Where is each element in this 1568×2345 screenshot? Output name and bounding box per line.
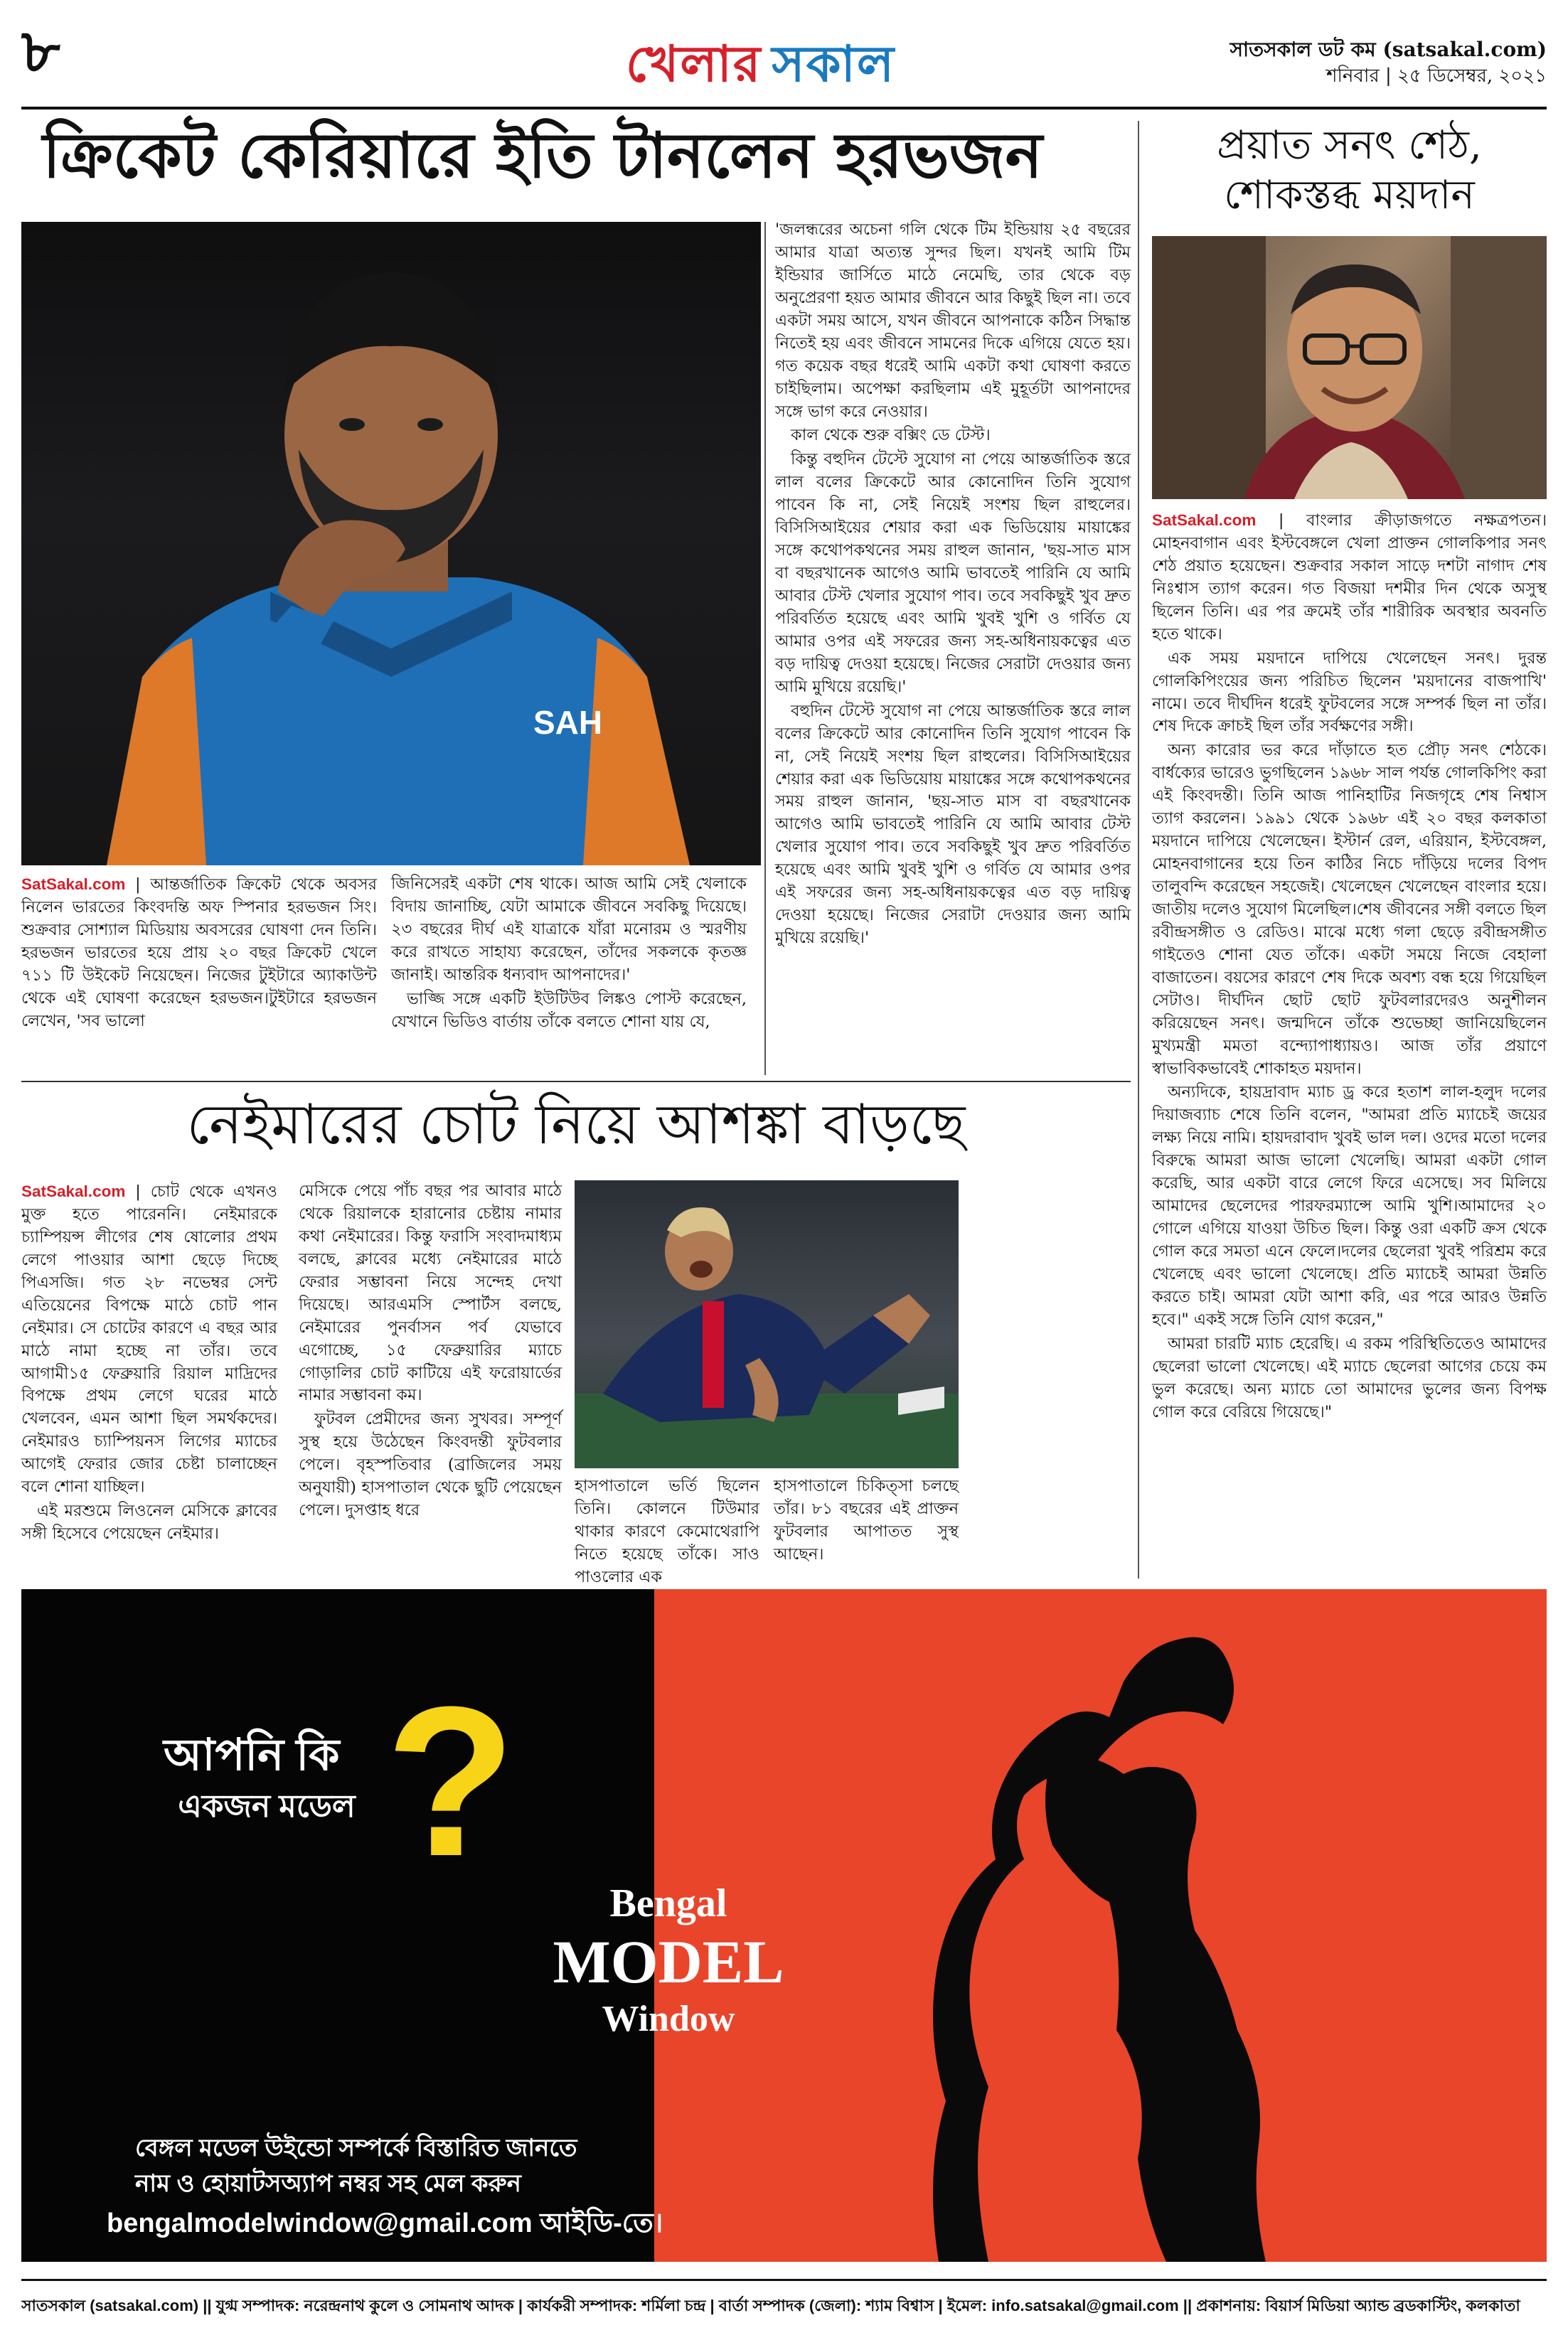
ad-brand-line1: Bengal	[609, 1881, 727, 1925]
ad-right-panel	[654, 1589, 1547, 2262]
masthead-part1: খেলার	[626, 34, 762, 93]
sanat-photo	[1152, 236, 1547, 499]
paragraph-text: চোট থেকে এখনও মুক্ত হতে পারেননি। নেইমারকে চ্যাম্পিয়ন্স লীগের শেষ ষোলোর প্রথম লেগে পাওয়ার আশা ছেড়ে দিচ্ছে পিএসজি। গত ২৮ নভেম্বর সেন্ট এতিয়েনের বিপক্ষে মাঠে চোট পান নেইমার। সে চোটের কারণে এ বছর আর মাঠে নামা হচ্ছে না তাঁর। তবে আগামী১৫ ফেব্রুয়ারি রিয়াল মাদ্রিদের বিপক্ষে প্রথম লেগে ঘরের মাঠে খেলবেন, এমন আশা ছিল সমর্থকদের। নেইমারও চ্যাম্পিয়নস লিগের ম্যাচের আগেই ফেরার জোর চেষ্টা চালাচ্ছেন বলে শোনা যাচ্ছিল।	[21, 1182, 277, 1497]
source-tag: SatSakal.com	[1152, 511, 1257, 529]
harbhajan-body-right	[775, 219, 1131, 1072]
neymar-body-col3	[575, 1475, 759, 1589]
source-tag: SatSakal.com	[21, 875, 126, 893]
harbhajan-body-col2	[391, 873, 747, 1086]
paragraph: ফুটবল প্রেমীদের জন্য সুখবর। সম্পূর্ণ সুস্থ হয়ে উঠেছেন কিংবদন্তী ফুটবলার পেলে। বৃহস্পতিবার (ব্রাজিলের সময় অনুযায়ী) হাসপাতাল থেকে ছুটি পেয়েছেন পেলে। দুসপ্তাহ ধরে	[299, 1410, 562, 1520]
paragraph-text: আন্তর্জাতিক ক্রিকেট থেকে অবসর নিলেন ভারতের কিংবদন্তি অফ স্পিনার হরভজন সিং। শুক্রবার সোশ্যাল মিডিয়ায় অবসরের ঘোষণা দেন তিনি। হরভজন ভারতের হয়ে প্রায় ২০ বছর ক্রিকেট খেলে ৭১১ টি উইকেট নিয়েছেন। নিজের টুইটারে অ্যাকাউন্ট থেকে এই ঘোষণা করেছেন হরভজন।টুইটারে হরভজন লেখেন, 'সব ভালো	[21, 875, 378, 1030]
paragraph: SatSakal.com | চোট থেকে এখনও মুক্ত হতে পারেননি। নেইমারকে চ্যাম্পিয়ন্স লীগের শেষ ষোলোর প্রথম লেগে পাওয়ার আশা ছেড়ে দিচ্ছে পিএসজি। গত ২৮ নভেম্বর সেন্ট এতিয়েনের বিপক্ষে মাঠে চোট পান নেইমার। সে চোটের কারণে এ বছর আর মাঠে নামা হচ্ছে না তাঁর। তবে আগামী১৫ ফেব্রুয়ারি রিয়াল মাদ্রিদের বিপক্ষে প্রথম লেগে ঘরের মাঠে খেলবেন, এমন আশা ছিল সমর্থকদের। নেইমারও চ্যাম্পিয়নস লিগের ম্যাচের আগেই ফেরার জোর চেষ্টা চালাচ্ছেন বলে শোনা যাচ্ছিল।	[21, 1182, 277, 1497]
cricketer-image	[21, 222, 761, 865]
paragraph: SatSakal.com | আন্তর্জাতিক ক্রিকেট থেকে অবসর নিলেন ভারতের কিংবদন্তি অফ স্পিনার হরভজন সিং। শুক্রবার সোশ্যাল মিডিয়ায় অবসরের ঘোষণা দেন তিনি। হরভজন ভারতের হয়ে প্রায় ২০ বছর ক্রিকেট খেলে ৭১১ টি উইকেট নিয়েছেন। নিজের টুইটারে অ্যাকাউন্ট থেকে এই ঘোষণা করেছেন হরভজন।টুইটারে হরভজন লেখেন, 'সব ভালো	[21, 875, 378, 1030]
ad-info-line1: বেঙ্গল মডেল উইন্ডো সম্পর্কে বিস্তারিত জানতে	[135, 2135, 577, 2162]
paragraph: আমরা চারটি ম্যাচ হেরেছি। এ রকম পরিস্থিতিতেও আমাদের ছেলেরা ভালো খেলেছে। এই ম্যাচে ছেলেরা আগের চেয়ে কম ভুল করেছে। অন্য ম্যাচে তো আমাদের ভুলের জন্য বিপক্ষ গোল করে বেরিয়ে গিয়েছে।"	[1152, 1334, 1547, 1421]
model-silhouette	[654, 1589, 1547, 2262]
masthead-part2: সকাল	[772, 34, 896, 93]
portrait-image	[1152, 236, 1547, 499]
headline-sanat	[1152, 121, 1547, 220]
paragraph: এক সময় ময়দানে দাপিয়ে খেলেছেন সনৎ। দুরন্ত গোলকিপিংয়ের জন্য পরিচিত ছিলেন 'ময়দানের বাজপাখি' নামে। তবে দীর্ঘদিন ধরেই ফুটবলের সঙ্গে সম্পর্ক ছিল না তাঁর। শেষ দিকে ক্রাচই ছিল তাঁর সর্বক্ষণের সঙ্গী।	[1152, 648, 1547, 736]
ad-brand-line2: MODEL	[553, 1928, 784, 1996]
paragraph: কিন্তু বহুদিন টেস্টে সুযোগ না পেয়ে আন্তর্জাতিক স্তরে লাল বলের ক্রিকেটে আর কোনোদিন তিনি সুযোগ পাবেন কি না, সেই নিয়েই সংশয় ছিল রাহুলের। বিসিসিআইয়ের শেয়ার করা এক ভিডিয়োয় মায়াঙ্কের সঙ্গে কথোপকথনের সময় রাহুল জানান, 'ছয়-সাত মাস বা বছরখানেক আগেও আমি ভাবতেই পারিনি যে আমি আবার টেস্ট খেলার সুযোগ পাব। তবে সবকিছুই খুব দ্রুত পরিবর্তিত হয়েছে এবং আমি খুবই খুশি ও গর্বিত যে আমার ওপর এই সফরের জন্য সহ-অধিনায়কত্বের এত বড় দায়িত্ব দেওয়া হয়েছে। নিজের সেরাটা দেওয়ার জন্য আমি মুখিয়ে রয়েছি।'	[775, 450, 1131, 696]
advertisement-banner[interactable]	[21, 1589, 1547, 2262]
ad-info-line2: নাম ও হোয়াটসঅ্যাপ নম্বর সহ মেল করুন	[135, 2170, 521, 2197]
neymar-body-col4	[774, 1475, 959, 1589]
headline-line: শোকস্তব্ধ ময়দান	[1224, 172, 1475, 218]
site-name: সাতসকাল ডট কম (satsakal.com)	[1230, 38, 1547, 61]
svg-text:SAH: SAH	[533, 704, 603, 741]
source-tag: SatSakal.com	[21, 1182, 126, 1200]
paragraph-text: বাংলার ক্রীড়াজগতে নক্ষত্রপতন। মোহনবাগান এবং ইস্টবেঙ্গলে খেলা প্রাক্তন গোলকিপার সনৎ শেঠ প্রয়াত হয়েছেন। শুক্রবার সকাল সাড়ে দশটা নাগাদ শেষ নিঃশ্বাস ত্যাগ করেন। গত বিজয়া দশমীর দিন থেকে অসুস্থ ছিলেন তিনি। এর পর ক্রমেই তাঁর শারীরিক অবস্থার অবনতি হতে থাকে।	[1152, 511, 1547, 643]
paragraph: SatSakal.com | বাংলার ক্রীড়াজগতে নক্ষত্রপতন। মোহনবাগান এবং ইস্টবেঙ্গলে খেলা প্রাক্তন গোলকিপার সনৎ শেঠ প্রয়াত হয়েছেন। শুক্রবার সকাল সাড়ে দশটা নাগাদ শেষ নিঃশ্বাস ত্যাগ করেন। গত বিজয়া দশমীর দিন থেকে অসুস্থ ছিলেন তিনি। এর পর ক্রমেই তাঁর শারীরিক অবস্থার অবনতি হতে থাকে।	[1152, 511, 1547, 643]
section-rule	[21, 1081, 1131, 1082]
paragraph: এই মরশুমে লিওনেল মেসিকে ক্লাবের সঙ্গী হিসেবে পেয়েছেন নেইমার।	[21, 1502, 277, 1544]
header-rule	[21, 107, 1547, 109]
paragraph: বহুদিন টেস্টে সুযোগ না পেয়ে আন্তর্জাতিক স্তরে লাল বলের ক্রিকেটে আর কোনোদিন তিনি সুযোগ পাবেন কি না, সেই নিয়েই সংশয় ছিল রাহুলের। বিসিসিআইয়ের শেয়ার করা এক ভিডিয়োয় মায়াঙ্কের সঙ্গে কথোপকথনের সময় রাহুল জানান, 'ছয়-সাত মাস বা বছরখানেক আগেও আমি ভাবতেই পারিনি যে আমি আবার টেস্ট খেলার সুযোগ পাব। তবে সবকিছুই খুব দ্রুত পরিবর্তিত হয়েছে এবং আমি খুবই খুশি ও গর্বিত যে আমার ওপর এই সফরের জন্য সহ-অধিনায়কত্বের এত বড় দায়িত্ব দেওয়া হয়েছে। নিজের সেরাটা দেওয়ার জন্য আমি মুখিয়ে রয়েছি।'	[775, 701, 1131, 948]
neymar-body-col2	[299, 1180, 562, 1579]
ad-email-link[interactable]: bengalmodelwindow@gmail.com আইডি-তে।	[107, 2208, 663, 2238]
question-mark-icon: ?	[385, 1662, 516, 1901]
headline-neymar: নেইমারের চোট নিয়ে আশঙ্কা বাড়ছে	[186, 1093, 966, 1157]
paragraph: মেসিকে পেয়ে পাঁচ বছর পর আবার মাঠে থেকে রিয়ালকে হারানোর চেষ্টায় নামার কথা নেইমারের। কিন্তু ফরাসি সংবাদমাধ্যম বলছে, ক্লাবের মধ্যে নেইমারের মাঠে ফেরার সম্ভাবনা নিয়ে সন্দেহ দেখা দিয়েছে। আরএমসি স্পোর্টস বলছে, নেইমারের পুনর্বাসন পর্ব যেভাবে এগোচ্ছে, ১৫ ফেব্রুয়ারির ম্যাচে গোড়ালির চোট কাটিয়ে এই ফরোয়ার্ডের নামার সম্ভাবনা কম।	[299, 1182, 562, 1405]
page-number: ৮	[21, 16, 60, 86]
paragraph: অন্যদিকে, হায়দ্রাবাদ ম্যাচ ড্র করে হতাশ লাল-হলুদ দলের দিয়াজব্যাচ শেষে তিনি বলেন, "আমরা প্রতি ম্যাচেই জয়ের লক্ষ্য নিয়ে নামি। হায়দরাবাদ খুবই ভাল দল। ওদের মতো দলের বিরুদ্ধে আমরা আজ ভালো খেলেছি। আমরা একটা গোল করেছি, আর একটা বারে লেগে ফিরে এসেছে। সব মিলিয়ে আমাদের ছেলেদের পারফরম্যান্সে আমি খুশি।আমাদের ২০ গোলে এগিয়ে যাওয়া উচিত ছিল। কিন্তু ওরা একটি ক্রস থেকে গোল করে সমতা এনে ফেলে।দলের ছেলেরা খুবই পরিশ্রম করে খেলেছে এবং ভালো খেলেছে। প্রতি ম্যাচেই আমরা উন্নতি করতে চাই। আমরা যেটা আশা করি, এর পরে আরও উন্নতি হবে।" একই সঙ্গে তিনি যোগ করেন,"	[1152, 1083, 1547, 1329]
headline-harbhajan: ক্রিকেট কেরিয়ারে ইতি টানলেন হরভজন	[43, 118, 1043, 192]
neymar-photo	[575, 1180, 959, 1468]
paragraph: অন্য কারোর ভর করে দাঁড়াতে হত প্রৌঢ় সনৎ শেঠকে। বার্ধক্যের ভারেও ভুগছিলেন ১৯৬৮ সাল পর্যন্ত গোলকিপিং করা এই কিংবদন্তী। তিনি আজ পানিহাটির নিজগৃহে শেষ নিশ্বাস ত্যাগ করলেন। ১৯৯১ থেকে ১৯৬৮ এই ২০ বছর কলকাতা ময়দানে দাপিয়ে খেলেছেন। ইস্টার্ন রেল, এরিয়ান, ইস্টবেঙ্গল, মোহনবাগানের হয়ে তিন কাঠির নিচে দাঁড়িয়ে দলের বিপদ তালুবন্দি করেছেন সহজেই। খেলেছেন খেলেছেন বাংলার হয়ে। জাতীয় দলেও সুযোগ মিলেছিল।শেষ জীবনের সঙ্গী বলতে ছিল রবীন্দ্রসঙ্গীত ও রেডিও। মাঝে মধ্যে গলা ছেড়ে রবীন্দ্রসঙ্গীত গাইতেও শোনা যেত তাঁকে। একটা সময়ে নিজে বেহালা বাজাতেন। বয়সের কারণে শেষ দিকে অবশ্য বন্ধ হয়ে গিয়েছিল সেটাও। দীর্ঘদিন ছোট ছোট ফুটবলারদেরও অনুশীলন করিয়েছেন সনৎ। জন্মদিনে তাঁকে শুভেচ্ছা জানিয়েছিলেন মুখ্যমন্ত্রী মমতা বন্দ্যোপাধ্যায়ও। আজ তাঁর প্রয়াণে স্বাভাবিকভাবেই শোকাহত ময়দান।	[1152, 741, 1547, 1078]
sanat-body	[1152, 509, 1547, 1597]
ad-question-line1: আপনি কি	[164, 1731, 340, 1780]
paragraph: 'জলন্ধরের অচেনা গলি থেকে টিম ইন্ডিয়ায় ২৫ বছরের আমার যাত্রা অত্যন্ত সুন্দর ছিল। যখনই আমি টিম ইন্ডিয়ার জার্সিতে মাঠে নেমেছি, তার থেকে বড় অনুপ্রেরণা হয়ত আমার জীবনে আর কিছুই ছিল না। তবে একটা সময় আসে, যখন জীবনে আপনাকে কঠিন সিদ্ধান্ত নিতেই হয় এবং জীবনে সামনের দিকে এগিয়ে যেতে হয়। গত কয়েক বছর ধরেই আমি একটা কথা ঘোষণা করতে চাইছিলাম। অপেক্ষা করছিলাম এই মুহূর্তটা আপনাদের সঙ্গে ভাগ করে নেওয়ার।	[775, 220, 1131, 421]
masthead	[626, 26, 895, 109]
paragraph: হাসপাতালে চিকিত্সা চলছে তাঁর। ৮১ বছরের এই প্রাক্তন ফুটবলার আপাতত সুস্থ আছেন।	[774, 1477, 959, 1564]
paragraph: ভাজ্জি সঙ্গে একটি ইউটিউব লিঙ্কও পোস্ট করেছেন, যেখানে ভিডিও বার্তায় তাঁকে বলতে শোনা যায় যে,	[391, 989, 747, 1031]
ad-brand-line3: Window	[602, 1999, 735, 2039]
column-divider	[1138, 121, 1139, 1579]
ad-question-line2: একজন মডেল	[178, 1789, 356, 1824]
harbhajan-photo	[21, 222, 761, 865]
issue-date: শনিবার | ২৫ ডিসেম্বর, ২০২১	[1326, 65, 1547, 87]
neymar-body-col1	[21, 1180, 277, 1579]
footer-rule	[21, 2279, 1547, 2281]
harbhajan-body-col1	[21, 873, 377, 1086]
footer-imprint: সাতসকাল (satsakal.com) || যুগ্ম সম্পাদক: নরেন্দ্রনাথ কুলে ও সোমনাথ আদক | কার্যকরী সম্পাদক: শর্মিলা চন্দ্র | বার্তা সম্পাদক (জেলা): শ্যাম বিশ্বাস | ইমেল: info.satsakal@gmail.com || প্রকাশনায়: বিয়ার্স মিডিয়া অ্যান্ড ব্রডকাস্টিং, কলকাতা	[21, 2297, 1520, 2314]
paragraph: জিনিসেরই একটা শেষ থাকে। আজ আমি সেই খেলাকে বিদায় জানাচ্ছি, যেটা আমাকে জীবনে সবকিছু দিয়েছে। ২৩ বছরের দীর্ঘ এই যাত্রাকে যাঁরা মনোরম ও স্মরণীয় করে রাখতে সাহায্য করেছেন, তাঁদের সকলকে কৃতজ্ঞ জানাই। আন্তরিক ধন্যবাদ আপনাদের।'	[391, 875, 747, 984]
paragraph: কাল থেকে শুরু বক্সিং ডে টেস্ট।	[791, 426, 991, 445]
headline-line: প্রয়াত সনৎ শেঠ,	[1217, 122, 1482, 169]
column-divider	[764, 222, 766, 1075]
paragraph: হাসপাতালে ভর্তি ছিলেন তিনি। কোলনে টিউমার থাকার কারণে কেমোথেরাপি নিতে হয়েছে তাঁকে। সাও পাওলোর এক	[575, 1477, 759, 1586]
footballer-image	[575, 1180, 959, 1468]
